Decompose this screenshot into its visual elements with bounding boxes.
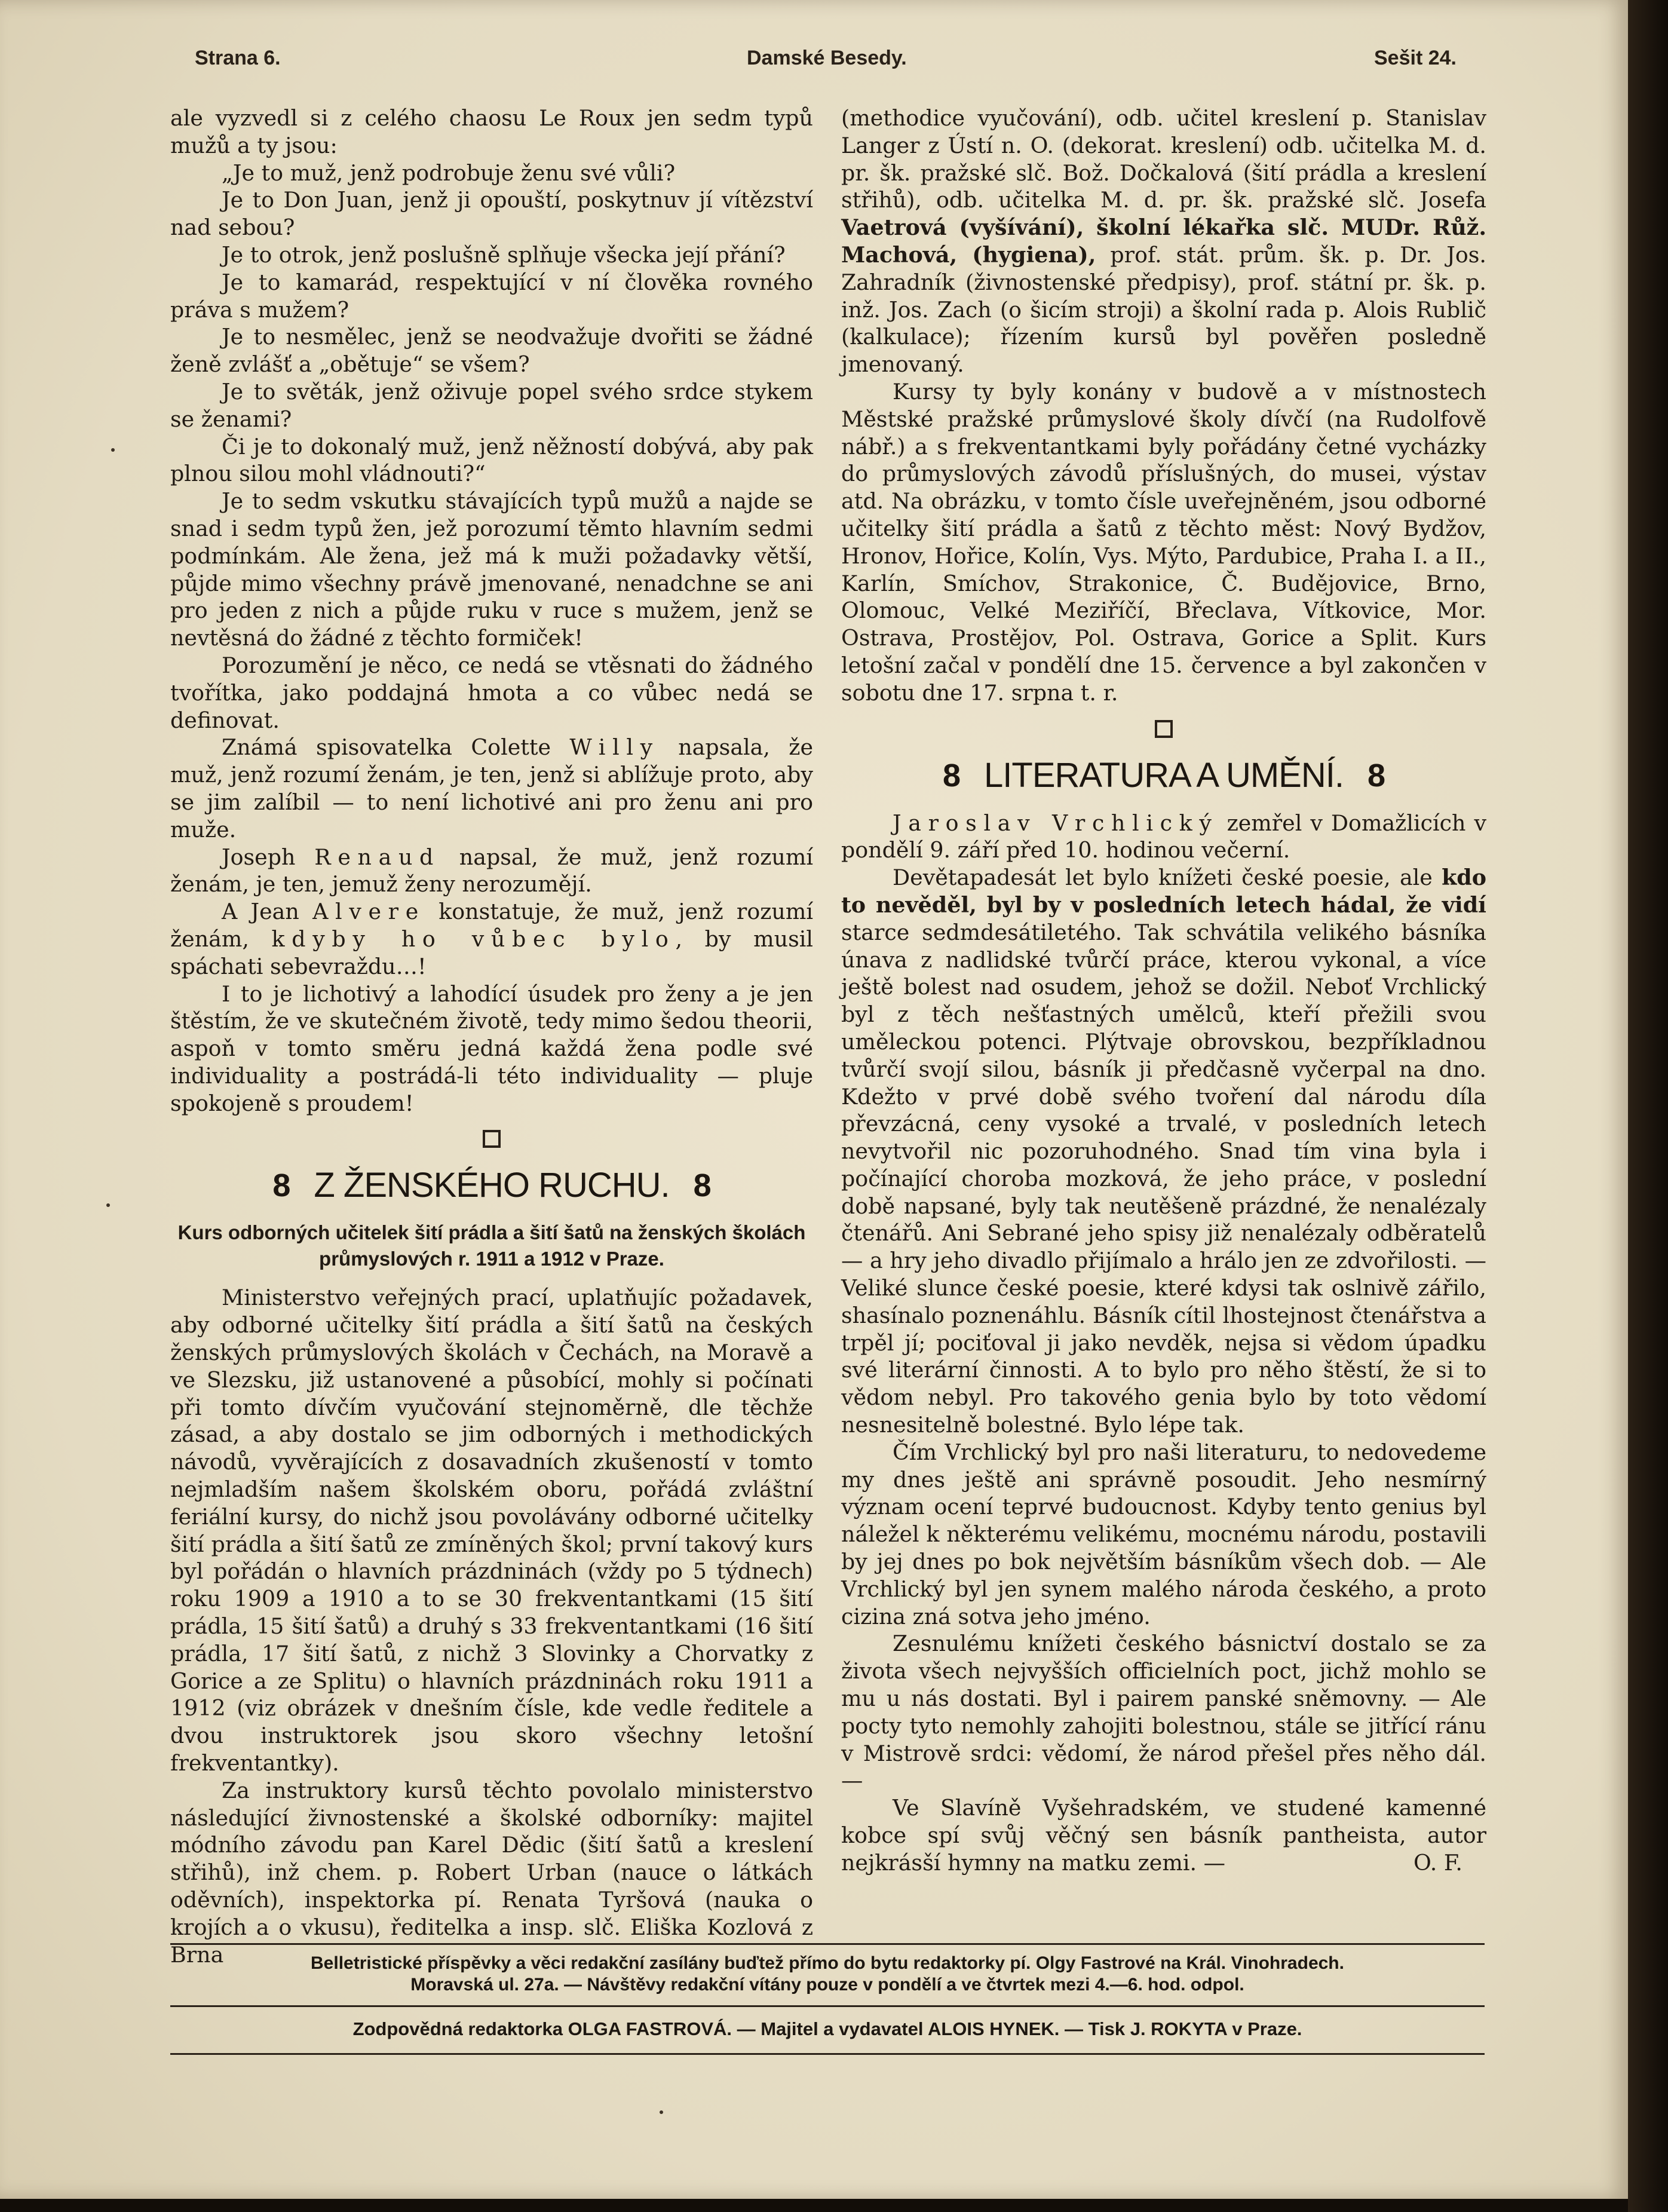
- bold-segment: kdo to nevěděl, byl by v posledních letech hádal, že vidí: [841, 865, 1486, 918]
- question-2: Je to Don Juan, jenž ji opouští, poskytnuv jí vítězství nad sebou?: [170, 187, 813, 241]
- section-separator-box: [1155, 720, 1173, 738]
- author-name-renaud: Renaud: [314, 844, 440, 870]
- left-column: [170, 105, 813, 1968]
- section-heading-zensky-ruch: [170, 1166, 813, 1205]
- text-segment: Ve Slavíně Vyšehradském, ve studené kamenné kobce spí svůj věčný sen básník pantheista, autor nejkrásší hymny na matku zemi. —: [841, 1795, 1486, 1876]
- page-bottom-edge: [0, 2199, 1628, 2212]
- paragraph-closing: I to je lichotivý a lahodící úsudek pro ženy a je jen štěstím, že ve skutečném životě, tedy mimo šedou theorii, aspoň v tomto směru jedná každá žena podle své individuality a postrádá-li této individuality — pluje spokojeně s proudem!: [170, 981, 813, 1116]
- paragraph-seven-types: Je to sedm vskutku stávajících typů mužů a najde se snad i sedm typů žen, jež porozumí těmto hlavním sedmi podmínkám. Ale žena, jež má k muži požadavky větší, půjde mimo všechny právě jmenované, nenadchne se ani pro jeden z nich a půjde ruku v ruce s mužem, jenž se nevtěsná do žádné z těchto formiček!: [170, 488, 813, 651]
- text-segment: (methodice vyučování), odb. učitel kreslení p. Stanislav Langer z Ústí n. O. (dekorat. kreslení) odb. učitelka M. d. pr. šk. pražské slč. Bož. Dočkalová (šití prádla a kreslení střihů), odb. učitelka M. d. pr. šk. pražské slč. Josefa: [841, 105, 1486, 213]
- article-subtitle: Kurs odborných učitelek šití prádla a šití šatů na ženských školách průmyslových r. 1911 a 1912 v Praze.: [177, 1221, 806, 1270]
- right-column: [841, 105, 1486, 1877]
- question-3: Je to otrok, jenž poslušně splňuje všecka její přání?: [222, 241, 786, 268]
- ornament-glyph-right: 8: [693, 1168, 711, 1204]
- text-segment: napsala, že muž, jenž rozumí ženám, je ten, jenž si ablížuje proto, aby se jim zalíbil — to není lichotivé ani pro ženu ani pro muže.: [170, 734, 813, 842]
- paragraph-vrchlicky-lead: [841, 810, 1486, 865]
- ornament-glyph-right: 8: [1367, 757, 1385, 793]
- editorial-note-line-2: Moravská ul. 27a. — Návštěvy redakční vítány pouze v pondělí a ve čtvrtek mezi 4.—6. hod. odpol.: [410, 1975, 1244, 1995]
- text-segment: Devětapadesát let bylo knížeti české poesie, ale: [893, 865, 1442, 891]
- question-1: „Je to muž, jenž podrobuje ženu své vůli?: [222, 160, 676, 186]
- poet-name: Jaroslav Vrchlický: [893, 810, 1219, 836]
- author-name-willy: Willy: [569, 734, 660, 761]
- question-6: Je to světák, jenž oživuje popel svého srdce stykem se ženami?: [170, 378, 813, 432]
- footer-rule-middle: [170, 2005, 1485, 2007]
- text-segment: napsal, že muž, jenž rozumí ženám, je ten, jemuž ženy nerozumějí.: [170, 844, 813, 897]
- question-4: Je to kamarád, respektující v ní člověka rovného práva s mužem?: [170, 269, 813, 323]
- text-segment: konstatuje, že muž, jenž rozumí ženám,: [170, 899, 813, 952]
- question-5: Je to nesmělec, jenž se neodvažuje dvořiti se žádné ženě zvlášť a „obětuje“ se všem?: [170, 324, 813, 378]
- paper-speck: [111, 448, 115, 452]
- section-heading-literatura: [841, 756, 1486, 795]
- paragraph-colette: [170, 734, 813, 843]
- paragraph-vrchlicky-1: [841, 864, 1486, 1439]
- editorial-note-line-1: Belletristické příspěvky a věci redakční zasílány buďtež přímo do bytu redaktorky pí. Olgy Fastrové na Král. Vinohradech.: [311, 1953, 1344, 1973]
- paragraph-porozumeni: Porozumění je něco, ce nedá se vtěsnati do žádného tvořítka, jako poddajná hmota a co vůbec nedá se definovat.: [170, 652, 813, 733]
- paper-speck: [106, 1203, 110, 1207]
- paragraph-renaud: [170, 844, 813, 899]
- text-segment: prof. stát. prům. šk. p. Dr. Jos. Zahradník (živnostenské předpisy), prof. státní pr. šk. p. inž. Jos. Zach (o šicím stroji) a školní rada p. Alois Rublič (kalkulace); řízením kursů byl pověřen posledně jmenovaný.: [841, 241, 1486, 378]
- paragraph-vrchlicky-4: [841, 1794, 1486, 1876]
- question-7: Či je to dokonalý muž, jenž něžností dobývá, aby pak plnou silou mohl vládnouti?“: [170, 433, 813, 487]
- text-segment: starce sedmdesátiletého. Tak schvátila velikého básníka únava z nadlidské tvůrčí práce, kterou vykonal, a více ještě bolest nad osudem, jehož se dožil. Neboť Vrchlický byl z těch nešťastných umělců, kteří přežili svou uměleckou potenci. Plýtvaje obrovskou, bezpříkladnou tvůrčí svojí silou, básník ji předčasně vyčerpal na dno. Kdežto v prvé době svého tvoření dal národu díla převzácná, ceny vysoké a trvalé, v posledních letech nevytvořil nic pozoruhodného. Snad tím vina byla i počínající choroba mozková, že jeho práce, v poslední době napsané, byly tak neutěšeně prázdné, že nenalézaly čtenářů. Ani Sebrané jeho spisy již nenalézaly odběratelů — a hry jeho divadlo přijímalo a hrálo jen ze zdvořilosti. — Veliké slunce české poesie, které kdysi tak oslnivě zářilo, shasínalo poznenáhlu. Básník cítil lhostejnost čtenářstva a trpěl jí; pociťoval ji jako nevděk, nejsa si vědom úpadku své literární činnosti. A to bylo pro něho štěstí, že si to vědom nebyl. Pro takového genia bylo by toto vědomí nesnesitelně bolestné. Bylo lépe tak.: [841, 919, 1486, 1438]
- page-number: Strana 6.: [195, 47, 281, 69]
- text-segment: , by musil spáchati sebevraždu…!: [170, 926, 814, 979]
- paragraph-continuation: [841, 105, 1486, 378]
- section-title: Z ŽENSKÉHO RUCHU.: [314, 1166, 670, 1205]
- author-name-alvere: Alvere: [312, 899, 425, 925]
- binding-spine: [1628, 0, 1668, 2212]
- ornament-glyph-left: 8: [272, 1168, 290, 1204]
- footer-rule-top: [170, 1943, 1485, 1945]
- bold-segment: Vaetrová (vyšívání), školní lékařka slč. MUDr. Růž. Machová, (hygiena),: [841, 215, 1486, 268]
- imprint-line: Zodpovědná redaktorka OLGA FASTROVÁ. — Majitel a vydavatel ALOIS HYNEK. — Tisk J. ROKYTA v Praze.: [352, 2018, 1302, 2039]
- emphasis-kdyby: kdyby ho vůbec bylo: [271, 926, 676, 952]
- section-title: LITERATURA A UMĚNÍ.: [984, 755, 1344, 795]
- author-signature: O. F.: [1413, 1849, 1462, 1876]
- footer-rule-bottom: [170, 2053, 1485, 2055]
- paper-speck: [660, 2110, 663, 2114]
- paragraph-alvere: [170, 898, 813, 980]
- paragraph-vrchlicky-3: Zesnulému knížeti českého básnictví dostalo se za života všech nejvyšších officielních poct, jichž mohlo se mu u nás dostati. Byl i pairem panské sněmovny. — Ale pocty tyto nemohly zahojiti bolestnou, stále se jitřící ránu v Mistrově srdci: vědomí, že národ přešel přes něho dál. —: [841, 1631, 1486, 1794]
- text-segment: zemřel v Domažlicích v pondělí 9. září před 10. hodinou večerní.: [841, 810, 1487, 863]
- journal-title: Damské Besedy.: [747, 47, 907, 69]
- paragraph-ministerstvo: Ministerstvo veřejných prací, uplatňujíc požadavek, aby odborné učitelky šití prádla a šití šatů na českých ženských průmyslových školách v Čechách, na Moravě a ve Slezsku, již ustanovené a působící, mohly si počínati při tomto dívčím vyučování stejnoměrně, dle těchže zásad, a aby dostalo se jim odborných i methodických návodů, vyvěrajících z dosavadních zkušeností v tomto nejmladším našem školském oboru, pořádá zvláštní feriální kursy, do nichž jsou povolávány odborné učitelky šití prádla a šití šatů ze zmíněných škol; první takový kurs byl pořádán o hlavních prázdninách (vždy po 5 týdnech) roku 1909 a 1910 a to se 30 frekventantkami (15 šití prádla, 15 šití šatů) a druhý s 33 frekventantkami (16 šití prádla, 17 šití šatů, z nichž 3 Slovinky a Chorvatky z Gorice a ze Splitu) o hlavních prázdninách roku 1911 a 1912 (viz obrázek v dnešním čísle, kde vedle ředitele a dvou instruktorek jsou skoro všechny letošní frekventantky).: [170, 1285, 813, 1776]
- paragraph-vrchlicky-2: Čím Vrchlický byl pro naši literaturu, to nedovedeme my dnes ještě ani správně posoudit. Jeho nesmírný význam ocení teprvé budoucnost. Kdyby tento genius byl náležel k některému velikému, mocnému národu, postavili by jej dnes po bok největším básníkům všech dob. — Ale Vrchlický byl jen synem malého národa českého, a proto cizina zná sotva jeho jméno.: [841, 1439, 1486, 1629]
- text-segment: Joseph: [222, 844, 315, 870]
- issue-number: Sešit 24.: [1374, 47, 1457, 69]
- paragraph-kursy: Kursy ty byly konány v budově a v místnostech Městské pražské průmyslové školy dívčí (na Rudolfově nábř.) a s frekventantkami byly pořádány četné vycházky do průmyslových závodů příslušných, do musei, výstav atd. Na obrázku, v tomto čísle uveřejněném, jsou odborné učitelky šití prádla a šatů z těchto měst: Nový Bydžov, Hronov, Hořice, Kolín, Vys. Mýto, Pardubice, Praha I. a II., Karlín, Smíchov, Strakonice, Č. Budějovice, Brno, Olomouc, Velké Meziříčí, Břeclava, Vítkovice, Mor. Ostrava, Prostějov, Pol. Ostrava, Gorice a Split. Kurs letošní začal v pondělí dne 15. července a byl zakončen v sobotu dne 17. srpna t. r.: [841, 378, 1486, 706]
- text-segment: A Jean: [222, 899, 313, 925]
- section-separator-box: [483, 1130, 501, 1148]
- article-intro: ale vyzvedl si z celého chaosu Le Roux jen sedm typů mužů a ty jsou:: [170, 105, 813, 158]
- paragraph-instruktory: Za instruktory kursů těchto povolalo ministerstvo následující živnostenské a školské odborníky: majitel módního závodu pan Karel Dědic (šití šatů a kreslení střihů), inž chem. p. Robert Urban (nauce o látkách oděvních), inspektorka pí. Renata Tyršová (nauka o krojích a o vkusu), ředitelka a insp. slč. Eliška Kozlová z Brna: [170, 1777, 813, 1968]
- text-segment: Známá spisovatelka Colette: [222, 734, 570, 761]
- ornament-glyph-left: 8: [942, 757, 961, 793]
